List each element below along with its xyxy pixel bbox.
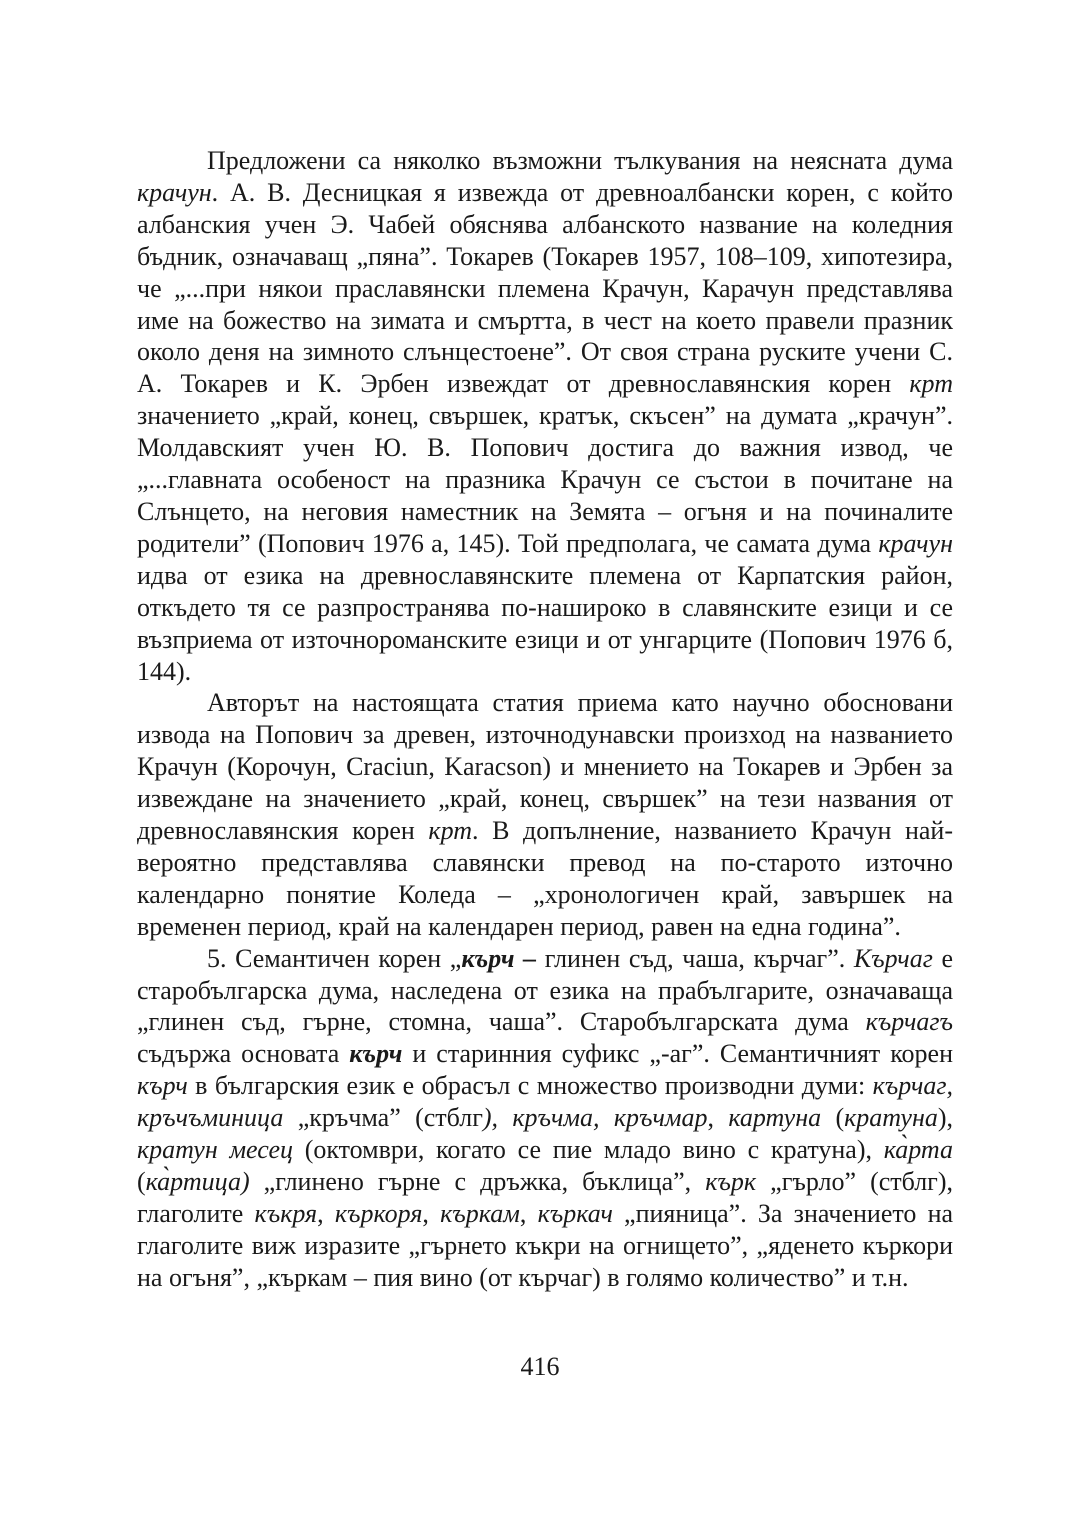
italic-term: кратуна xyxy=(844,1103,938,1133)
text-run: и старинния суфикс „-аг”. Семантичният корен xyxy=(402,1039,953,1069)
italic-term: ), кръчма, кръчмар xyxy=(482,1103,708,1133)
paragraph-kracun-interpretations xyxy=(137,145,953,687)
text-run: ( xyxy=(137,1167,146,1196)
text-run: идва от езика на древнославянските племена от Карпатския район, откъдето тя се разпространява по-нашироко в славянските езици и се възприема от източнороманските езици и от унгарците (Попович 1976 б, 144). xyxy=(137,560,953,686)
italic-term: картуна xyxy=(728,1103,822,1133)
text-run: „гърло” (стблг), глаголите xyxy=(137,1167,954,1228)
italic-term: кърк xyxy=(705,1167,757,1196)
italic-term: крачун xyxy=(878,528,953,558)
italic-term: къркоря xyxy=(334,1198,423,1228)
text-run: съдържа основата xyxy=(137,1039,350,1069)
text-run: , xyxy=(422,1198,441,1228)
text-run: значението „край, конец, свършек, кратък, скъсен” на думата „крачун”. Молдавският учен Ю. В. Попович достига до важния извод, че „...главната особеност на празника Крачун се състои в почитане на Слънцето, на неговия наместник на Земята – огъня и на починалите родители” (Попович 1976 а, 145). Той предполага, че самата дума xyxy=(137,401,953,558)
italic-term: ка̀ртица) xyxy=(145,1167,250,1196)
text-run: . А. В. Десницкая я извежда от древноалбански корен, с който албанския учен Э. Чабей обяснява албанското название на коледния бъдник, означаващ „пяна”. Токарев (Токарев 1957, 108–109, хипотезира, че „...при някои праславянски племена Крачун, Карачун представлява име на божество на зимата и смъртта, в чест на което правели празник около деня на зимното слънцестоене”. От своя страна руските учени С. А. Токарев и К. Эрбен извеждат от древнославянския корен xyxy=(137,177,953,399)
italic-term: кърч xyxy=(137,1071,188,1101)
italic-term: Кърчаг xyxy=(853,943,933,973)
text-run: в българския език е обрасъл с множество производни думи: xyxy=(187,1071,873,1101)
document-body xyxy=(137,145,953,1294)
page-number: 416 xyxy=(520,1352,560,1381)
text-run: „кръчма” (стблг xyxy=(283,1103,483,1133)
text-run: , xyxy=(707,1103,729,1133)
text-run: Авторът на настоящата статия приема като научно обосновани извода на Попович за древен, източнодунавски произход на названието Крачун (Корочун, Craciun, Karacson) и мнението на Токарев и Эрбен за извеждане на значението „край, конец, свършек” на тези названия от древнославянския корен xyxy=(137,688,953,846)
text-run: „пияница”. За значението на глаголите виж изразите „гърнето къкри на огнището”, „яденето къркори на огъня”, „къркам – пия вино (от кърчаг) в голямо количество” и т.н. xyxy=(137,1198,954,1292)
text-run: 5. Семантичен корен „ xyxy=(207,943,462,973)
text-run: . В допълнение, названието Крачун най-вероятно представлява славянски превод на по-старото източно календарно понятие Коледа – „хронологичен край, завършек на временен период, край на календарен период, равен на една година”. xyxy=(137,816,953,941)
italic-term: къкря xyxy=(254,1198,318,1228)
text-run: ( xyxy=(821,1103,845,1133)
paragraph-author-position xyxy=(137,687,953,942)
italic-term: крт xyxy=(909,369,953,399)
text-run: Предложени са няколко възможни тълкувания на неясната дума xyxy=(207,146,953,175)
italic-term: къркам xyxy=(440,1198,520,1228)
paragraph-semantic-root-karch xyxy=(137,943,953,1294)
italic-term: къркач xyxy=(537,1198,613,1228)
bold-italic-term: кърч – xyxy=(461,943,537,973)
bold-italic-term: кърч xyxy=(349,1039,403,1069)
italic-term: кърчагъ xyxy=(865,1007,953,1037)
text-run: (октомври, когато се пие младо вино с кратуна), xyxy=(292,1135,884,1165)
text-run: , xyxy=(317,1198,335,1228)
italic-term: крт xyxy=(428,816,473,846)
italic-term: крачун xyxy=(137,177,212,207)
text-run: глинен съд, чаша, кърчаг”. xyxy=(536,943,854,973)
text-run: ), xyxy=(937,1103,954,1133)
italic-term: ка̀рта xyxy=(883,1135,953,1165)
italic-term: кърчаг, кръчъминица xyxy=(137,1071,953,1133)
text-run: „глинено гърне с дръжка, бъклица”, xyxy=(249,1167,706,1196)
text-run: , xyxy=(519,1198,538,1228)
italic-term: кратун месец xyxy=(137,1135,293,1165)
text-run: е старобългарска дума, наследена от езика на прабългарите, означаваща „глинен съд, гърне, стомна, чаша”. Старобългарската дума xyxy=(137,943,953,1037)
